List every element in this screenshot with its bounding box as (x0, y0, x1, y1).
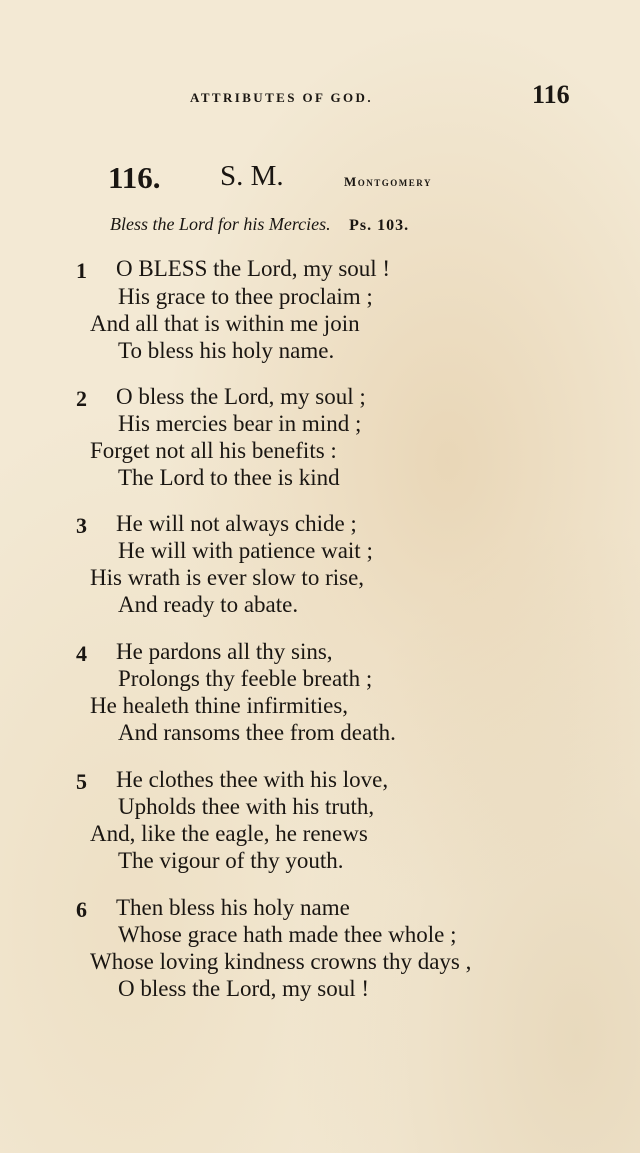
stanza-number: 1 (76, 258, 87, 283)
subtitle-text: Bless the Lord for his Mercies. (110, 214, 331, 234)
stanza-number: 4 (76, 641, 87, 666)
verse-line: And, like the eagle, he renews (90, 821, 368, 846)
hymn-meter: S. M. (220, 160, 284, 192)
verse-line: His mercies bear in mind ; (118, 411, 362, 436)
hymn-author: Montgomery (344, 174, 432, 189)
verse-line: O bless the Lord, my soul ! (118, 976, 370, 1001)
verse-line: His wrath is ever slow to rise, (90, 565, 365, 590)
verse-line: The vigour of thy youth. (118, 848, 344, 873)
verse-line: He pardons all thy sins, (116, 639, 333, 664)
verse-line: And ransoms thee from death. (118, 720, 396, 745)
running-title: ATTRIBUTES OF GOD. (190, 90, 373, 105)
verse-line: Upholds thee with his truth, (118, 794, 375, 819)
stanza-number: 2 (76, 386, 87, 411)
verse-line: Whose grace hath made thee whole ; (118, 922, 457, 947)
verse-line: Whose loving kindness crowns thy days , (90, 949, 472, 974)
scripture-reference: Ps. 103. (349, 217, 410, 234)
verse-line: He clothes thee with his love, (116, 767, 389, 792)
verse-line: And all that is within me join (90, 311, 360, 336)
verse-line: He will not always chide ; (116, 511, 357, 536)
verse-line: Then bless his holy name (116, 895, 350, 920)
verse-line: To bless his holy name. (118, 338, 335, 363)
stanza-number: 6 (76, 897, 87, 922)
verse-line: The Lord to thee is kind (118, 465, 340, 490)
stanza-number: 5 (76, 769, 87, 794)
verse-line: He will with patience wait ; (118, 538, 373, 563)
verse-line: O bless the Lord, my soul ; (116, 384, 366, 409)
hymn-number: 116. (108, 160, 161, 195)
verse-line: His grace to thee proclaim ; (118, 284, 373, 309)
verse-line: He healeth thine infirmities, (90, 693, 349, 718)
page-number: 116 (532, 80, 570, 109)
stanza-number: 3 (76, 513, 87, 538)
verse-line: And ready to abate. (118, 592, 299, 617)
verse-line: Prolongs thy feeble breath ; (118, 666, 373, 691)
verse-line: Forget not all his benefits : (90, 438, 337, 463)
running-head (0, 80, 640, 116)
verse-line: O BLESS the Lord, my soul ! (116, 256, 391, 281)
hymn-heading (108, 160, 508, 200)
hymn-subtitle (110, 214, 409, 235)
